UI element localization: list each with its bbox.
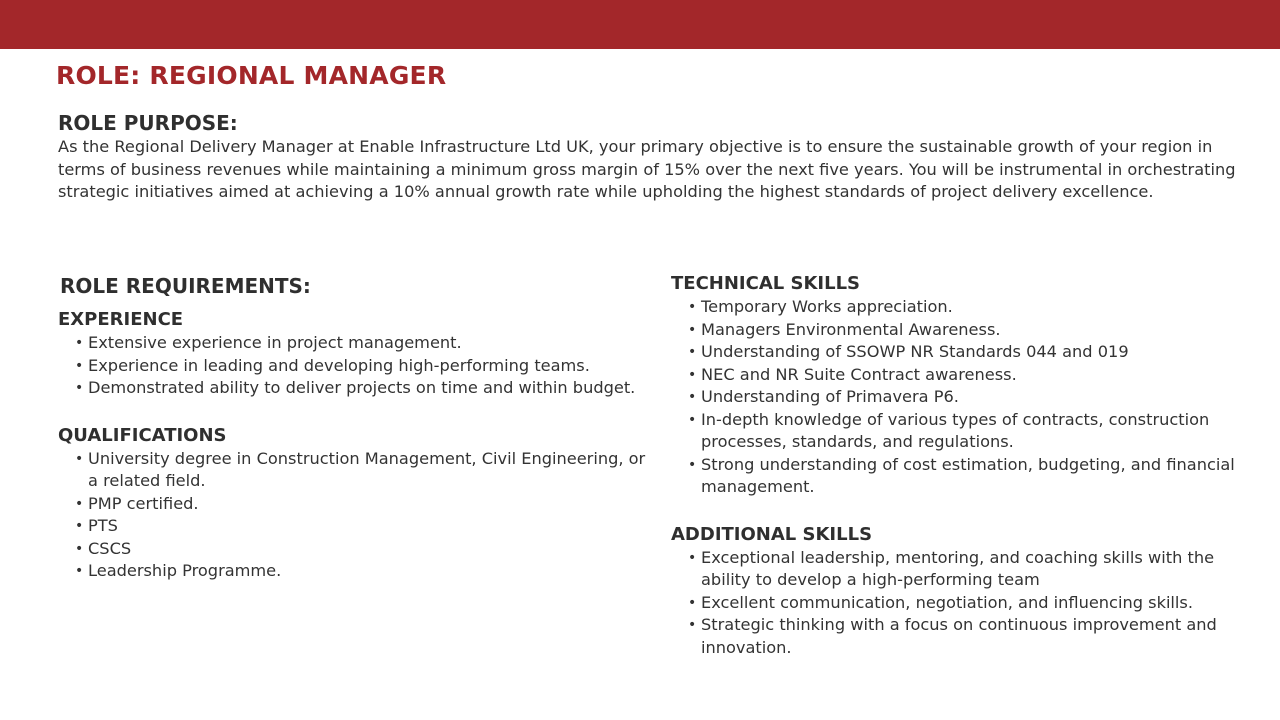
list-item: • NEC and NR Suite Contract awareness. (671, 364, 1241, 387)
list-item: • Excellent communication, negotiation, and influencing skills. (671, 592, 1241, 615)
qualifications-heading: QUALIFICATIONS (58, 424, 227, 446)
role-purpose-text: As the Regional Delivery Manager at Enable Infrastructure Ltd UK, your primary objective is to ensure the sustainable growth of your region in terms of business revenues while maintaining a minimum gross margin of 15% over the next five years. You will be instrumental in orchestrating strategic initiatives aimed at achieving a 10% annual growth rate while upholding the highest standards of project delivery excellence. (58, 137, 1236, 202)
additional-skills-heading: ADDITIONAL SKILLS (671, 523, 873, 545)
role-requirements-column (58, 272, 648, 583)
role-purpose-section (58, 110, 1248, 204)
list-item: • Strategic thinking with a focus on continuous improvement and innovation. (671, 614, 1241, 659)
list-item: • PTS (58, 515, 648, 538)
additional-skills-list (671, 547, 1241, 660)
list-item: • Extensive experience in project management. (58, 332, 648, 355)
list-item: • Experience in leading and developing high-performing teams. (58, 355, 648, 378)
page-title: ROLE: REGIONAL MANAGER (56, 61, 447, 90)
list-item: • PMP certified. (58, 493, 648, 516)
role-purpose-heading: ROLE PURPOSE: (58, 111, 238, 135)
skills-column (671, 272, 1261, 659)
list-item: • Understanding of SSOWP NR Standards 044 and 019 (671, 341, 1241, 364)
list-item: • Managers Environmental Awareness. (671, 319, 1241, 342)
technical-skills-list (671, 296, 1241, 499)
list-item: • Understanding of Primavera P6. (671, 386, 1241, 409)
list-item: • Demonstrated ability to deliver projects on time and within budget. (58, 377, 648, 400)
list-item: • In-depth knowledge of various types of contracts, construction processes, standards, and regulations. (671, 409, 1241, 454)
list-item: • Temporary Works appreciation. (671, 296, 1241, 319)
list-item: • Leadership Programme. (58, 560, 648, 583)
experience-heading: EXPERIENCE (58, 309, 184, 330)
technical-skills-heading: TECHNICAL SKILLS (671, 273, 860, 294)
list-item: • Exceptional leadership, mentoring, and coaching skills with the ability to develop a high-performing team (671, 547, 1241, 592)
experience-list (58, 332, 648, 400)
top-banner (0, 0, 1280, 49)
role-requirements-heading: ROLE REQUIREMENTS: (60, 274, 311, 298)
list-item: • University degree in Construction Management, Civil Engineering, or a related field. (58, 448, 648, 493)
list-item: • CSCS (58, 538, 648, 561)
list-item: • Strong understanding of cost estimation, budgeting, and financial management. (671, 454, 1241, 499)
qualifications-list (58, 448, 648, 583)
